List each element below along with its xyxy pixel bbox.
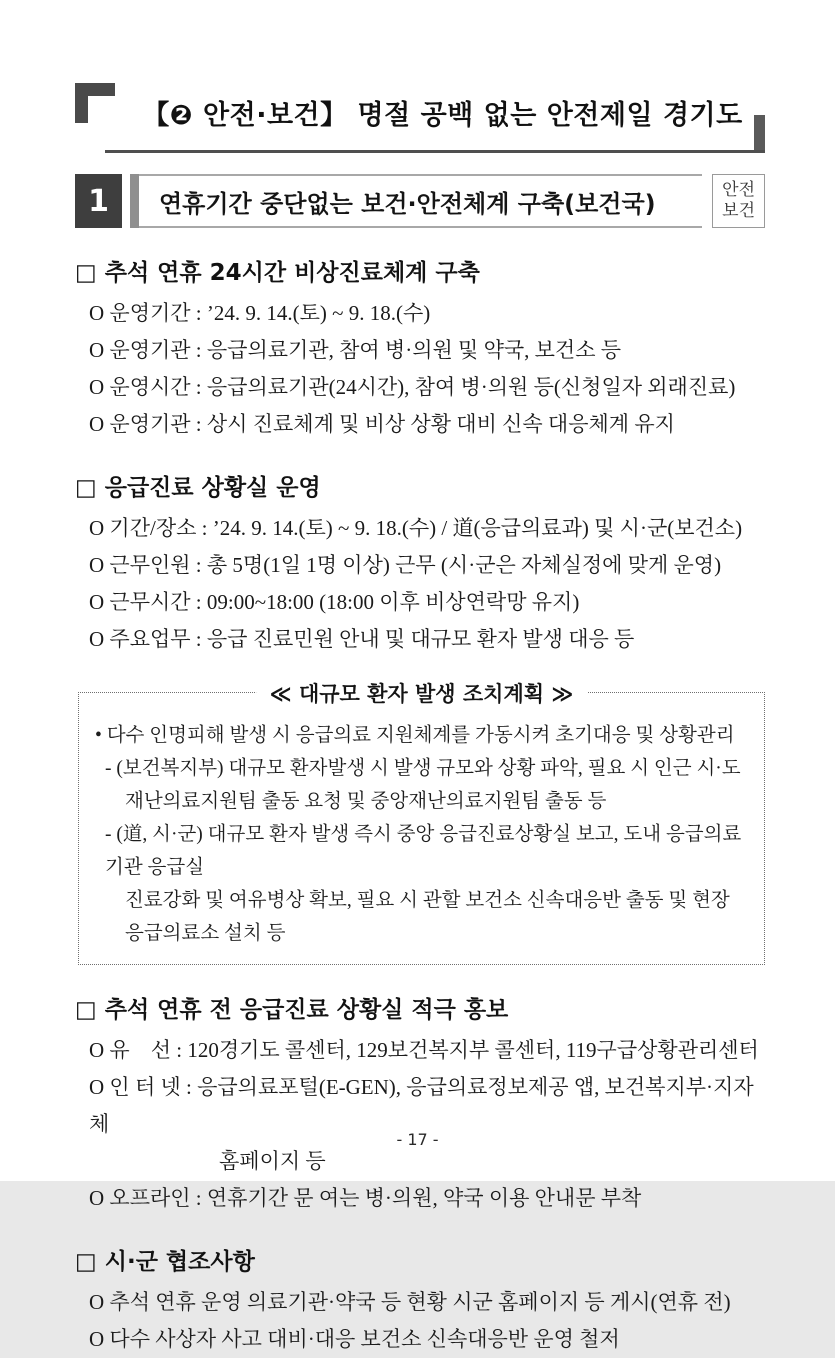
page-title: 【❷ 안전·보건】 명절 공백 없는 안전제일 경기도 bbox=[142, 100, 743, 131]
notice-line: 재난의료지원팀 출동 요청 및 중앙재난의료지원팀 출동 등 bbox=[125, 791, 607, 812]
block-promotion bbox=[75, 991, 765, 1217]
notice-box-mass-casualty-plan bbox=[78, 682, 765, 965]
block-heading: □ 응급진료 상황실 운영 bbox=[75, 475, 321, 501]
list-item: O 다수 사상자 사고 대비·대응 보건소 신속대응반 운영 철저 bbox=[89, 1327, 620, 1351]
page-number: - 17 - bbox=[396, 1130, 439, 1149]
section-title: 연휴기간 중단없는 보건·안전체계 구축(보건국) bbox=[159, 189, 656, 218]
list-item: O 추석 연휴 운영 의료기관·약국 등 현황 시군 홈페이지 등 게시(연휴 전) bbox=[89, 1290, 731, 1314]
list-item: O 오프라인 : 연휴기간 문 여는 병·의원, 약국 이용 안내문 부착 bbox=[89, 1186, 642, 1210]
title-underline bbox=[105, 150, 765, 153]
block-heading: □ 추석 연휴 24시간 비상진료체계 구축 bbox=[75, 260, 480, 286]
section-title-box bbox=[139, 174, 702, 228]
list-item: O 운영기간 : ’24. 9. 14.(토) ~ 9. 18.(수) bbox=[89, 301, 431, 325]
list-item: O 주요업무 : 응급 진료민원 안내 및 대규모 환자 발생 대응 등 bbox=[89, 627, 635, 651]
title-endbar-decoration bbox=[754, 115, 765, 150]
title-section bbox=[75, 85, 765, 153]
badge-line-health: 보건 bbox=[722, 201, 755, 221]
list-item: O 유 선 : 120경기도 콜센터, 129보건복지부 콜센터, 119구급상황관리센터 bbox=[89, 1038, 759, 1062]
list-item: O 근무인원 : 총 5명(1일 1명 이상) 근무 (시·군은 자체실정에 맞게 운영) bbox=[89, 553, 722, 577]
block-city-cooperation bbox=[75, 1243, 765, 1358]
list-item: O 운영기관 : 응급의료기관, 참여 병·의원 및 약국, 보건소 등 bbox=[89, 338, 622, 362]
corner-bracket-decoration bbox=[75, 83, 115, 123]
notice-line: 진료강화 및 여유병상 확보, 필요 시 관할 보건소 신속대응반 출동 및 현장응급의료소 설치 등 bbox=[125, 890, 730, 944]
list-item: O 운영기관 : 상시 진료체계 및 비상 상황 대비 신속 대응체계 유지 bbox=[89, 412, 675, 436]
list-item: O 기간/장소 : ’24. 9. 14.(토) ~ 9. 18.(수) / 道(응급의료과) 및 시·군(보건소) bbox=[89, 516, 743, 540]
block-emergency-care-system bbox=[75, 254, 765, 443]
block-heading: □ 시·군 협조사항 bbox=[75, 1249, 255, 1275]
block-heading: □ 추석 연휴 전 응급진료 상황실 적극 홍보 bbox=[75, 997, 509, 1023]
list-item: O 근무시간 : 09:00~18:00 (18:00 이후 비상연락망 유지) bbox=[89, 590, 580, 614]
section-header bbox=[75, 174, 765, 228]
notice-line: • 다수 인명피해 발생 시 응급의료 지원체계를 가동시켜 초기대응 및 상황관리 bbox=[95, 725, 735, 746]
safety-health-badge bbox=[712, 174, 765, 228]
notice-line: - (道, 시·군) 대규모 환자 발생 즉시 중앙 응급진료상황실 보고, 도내 응급의료기관 응급실 bbox=[105, 824, 742, 878]
list-item-continuation: 홈페이지 등 bbox=[219, 1149, 326, 1173]
notice-box-title: ≪ 대규모 환자 발생 조치계획 ≫ bbox=[256, 678, 588, 708]
notice-line: - (보건복지부) 대규모 환자발생 시 발생 규모와 상황 파악, 필요 시 인근 시·도 bbox=[105, 758, 741, 779]
list-item: O 운영시간 : 응급의료기관(24시간), 참여 병·의원 등(신청일자 외래진료) bbox=[89, 375, 736, 399]
section-divider-bar bbox=[130, 174, 139, 228]
section-number: 1 bbox=[75, 174, 122, 228]
list-item: O 인 터 넷 : 응급의료포털(E-GEN), 응급의료정보제공 앱, 보건복지부·지자체 bbox=[89, 1075, 754, 1136]
block-situation-room bbox=[75, 469, 765, 658]
badge-line-safety: 안전 bbox=[722, 179, 755, 200]
